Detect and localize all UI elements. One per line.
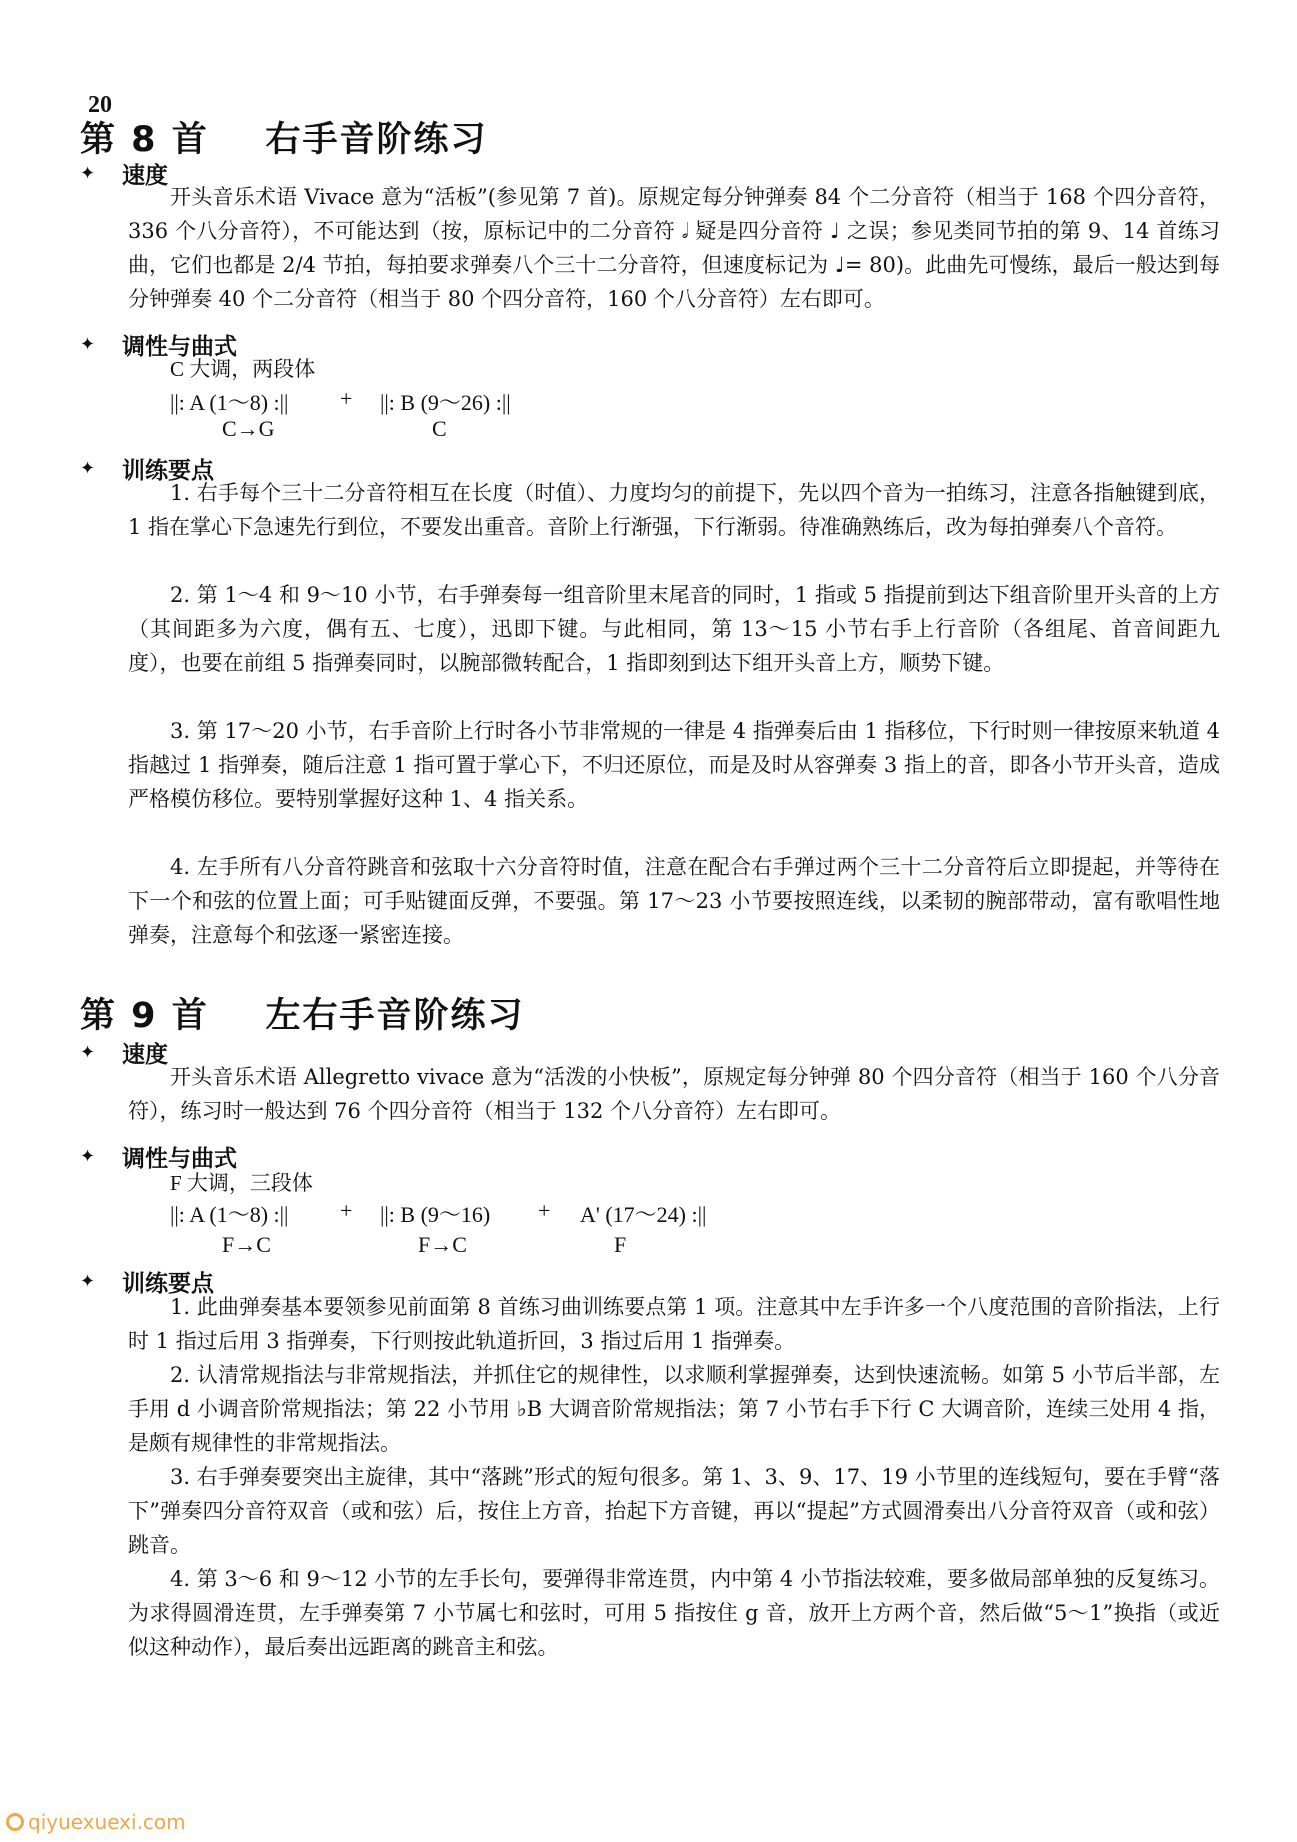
diamond-bullet-icon: ✦	[80, 1271, 96, 1292]
watermark-logo-icon	[6, 1813, 24, 1831]
training-point-9-2: 2. 认清常规指法与非常规指法，并抓住它的规律性，以求顺利掌握弹奏，达到快速流畅。如第 5 小节后半部，左手用 d 小调音阶常规指法；第 22 小节用 ♭B 大调音阶常规指法；第 7 小节右手下行 C 大调音阶，连续三处用 4 指，是颇有规律性的非常规指法。	[128, 1363, 1220, 1455]
key-heading-label: 调性与曲式	[122, 1146, 237, 1172]
diamond-bullet-icon: ✦	[80, 334, 96, 355]
form-a-9: ||: A (1～8) :||	[170, 1202, 289, 1227]
speed-heading-label: 速度	[122, 1042, 168, 1068]
training-point-9-3: 3. 右手弹奏要突出主旋律，其中“落跳”形式的短句很多。第 1、3、9、17、19 小节里的连线短句，要在手臂“落下”弹奏四分音符双音（或和弦）后，按住上方音，抬起下方音键，再以“提起”方式圆滑奏出八分音符双音（或和弦）跳音。	[128, 1465, 1220, 1557]
section-title-8: 第 8 首 右手音阶练习	[80, 120, 488, 160]
form-b-key-8: C	[432, 416, 447, 441]
training-heading-label: 训练要点	[122, 458, 214, 484]
form-c-9: A' (17～24) :||	[580, 1202, 707, 1227]
training-heading-label: 训练要点	[122, 1271, 214, 1297]
training-point-8-3: 3. 第 17～20 小节，右手音阶上行时各小节非常规的一律是 4 指弹奏后由 1 指移位，下行时则一律按原来轨道 4 指越过 1 指弹奏，随后注意 1 指可置于掌心下，不归还原位，而是及时从容弹奏 3 指上的音，即各小节开头音，造成严格模仿移位。要特别掌握好这种 1、4 指关系。	[128, 719, 1220, 811]
form-a-8: ||: A (1～8) :||	[170, 390, 289, 415]
key-heading-label: 调性与曲式	[122, 334, 237, 360]
form-b-key-9: F→C	[418, 1232, 467, 1257]
watermark-text: qiyuexuexi.com	[28, 1810, 186, 1834]
key-text-9: F 大调，三段体	[170, 1171, 313, 1195]
form-a-key-8: C→G	[222, 416, 275, 441]
form-b-8: ||: B (9～26) :||	[380, 390, 511, 415]
form-a-key-9: F→C	[222, 1232, 271, 1257]
form-c-key-9: F	[614, 1232, 627, 1257]
speed-heading-label: 速度	[122, 163, 168, 189]
diamond-bullet-icon: ✦	[80, 1146, 96, 1167]
page-number: 20	[88, 92, 112, 118]
form-plus1-9: +	[340, 1198, 353, 1223]
section-title-9: 第 9 首 左右手音阶练习	[80, 996, 525, 1036]
training-point-8-2: 2. 第 1～4 和 9～10 小节，右手弹奏每一组音阶里末尾音的同时，1 指或 5 指提前到达下组音阶里开头音的上方（其间距多为六度，偶有五、七度），迅即下键。与此相同，第 13～15 小节右手上行音阶（各组尾、首音间距九度），也要在前组 5 指弹奏同时，以腕部微转配合，1 指即刻到达下组开头音上方，顺势下键。	[128, 583, 1220, 675]
speed-paragraph-9: 开头音乐术语 Allegretto vivace 意为“活泼的小快板”，原规定每分钟弹 80 个四分音符（相当于 160 个八分音符），练习时一般达到 76 个四分音符（相当于 132 个八分音符）左右即可。	[128, 1065, 1220, 1123]
speed-paragraph-8: 开头音乐术语 Vivace 意为“活板”(参见第 7 首)。原规定每分钟弹奏 84 个二分音符（相当于 168 个四分音符，336 个八分音符），不可能达到（按，原标记中的二分音符 𝅗𝅥 疑是四分音符 ♩ 之误；参见类同节拍的第 9、14 首练习曲，它们也都是 2/4 节拍，每拍要求弹奏八个三十二分音符，但速度标记为 ♩= 80)。此曲先可慢练，最后一般达到每分钟弹奏 40 个二分音符（相当于 80 个四分音符，160 个八分音符）左右即可。	[128, 185, 1220, 311]
diamond-bullet-icon: ✦	[80, 1042, 96, 1063]
training-point-9-4: 4. 第 3～6 和 9～12 小节的左手长句，要弹得非常连贯，内中第 4 小节指法较难，要多做局部单独的反复练习。为求得圆滑连贯，左手弹奏第 7 小节属七和弦时，可用 5 指按住 g 音，放开上方两个音，然后做“5～1”换指（或近似这种动作），最后奏出远距离的跳音主和弦。	[128, 1567, 1220, 1659]
form-plus-8: +	[340, 386, 353, 411]
training-point-8-1: 1. 右手每个三十二分音符相互在长度（时值）、力度均匀的前提下，先以四个音为一拍练习，注意各指触键到底，1 指在掌心下急速先行到位，不要发出重音。音阶上行渐强，下行渐弱。待准确熟练后，改为每拍弹奏八个音符。	[128, 481, 1220, 539]
key-text-8: C 大调，两段体	[170, 357, 316, 381]
diamond-bullet-icon: ✦	[80, 458, 96, 479]
training-point-8-4: 4. 左手所有八分音符跳音和弦取十六分音符时值，注意在配合右手弹过两个三十二分音符后立即提起，并等待在下一个和弦的位置上面；可手贴键面反弹，不要强。第 17～23 小节要按照连线，以柔韧的腕部带动，富有歌唱性地弹奏，注意每个和弦逐一紧密连接。	[128, 855, 1220, 947]
diamond-bullet-icon: ✦	[80, 163, 96, 184]
form-plus2-9: +	[538, 1198, 551, 1223]
watermark	[6, 1810, 186, 1834]
form-b-9: ||: B (9～16)	[380, 1202, 491, 1227]
training-point-9-1: 1. 此曲弹奏基本要领参见前面第 8 首练习曲训练要点第 1 项。注意其中左手许多一个八度范围的音阶指法，上行时 1 指过后用 3 指弹奏，下行则按此轨道折回，3 指过后用 1 指弹奏。	[128, 1295, 1220, 1353]
